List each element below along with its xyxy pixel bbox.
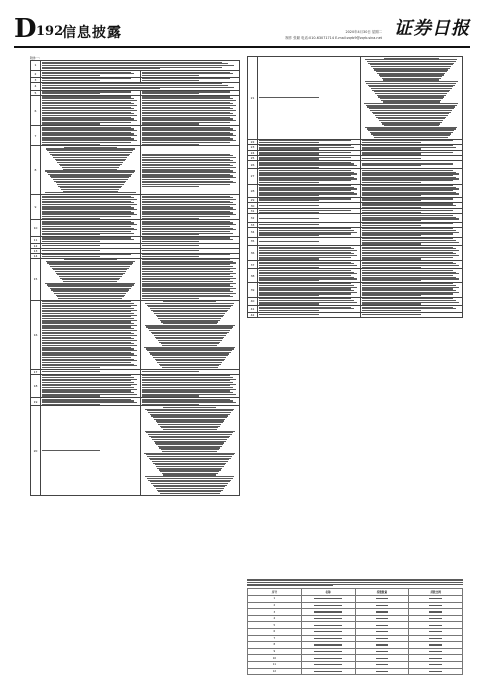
text-line [42,250,100,251]
table-cell: 1 [248,596,302,603]
table-row [248,602,463,609]
table-row [31,220,240,237]
revised-text-cell [360,261,463,269]
revised-text-cell [140,146,240,195]
table-cell [301,602,355,609]
row-number: 11 [31,236,41,243]
table-cell: 8 [248,642,302,649]
table-cell [355,629,409,636]
original-text-cell [258,57,361,140]
text-line [362,158,422,159]
table-row [31,374,240,397]
table-row [248,655,463,662]
text-line [362,303,422,304]
row-number: 24 [248,151,258,156]
original-text-cell [41,146,141,195]
column-header: 序号 [248,589,302,596]
table-row [248,169,463,184]
original-text-cell [258,261,361,269]
text-line [362,195,422,196]
row-number: 29 [248,197,258,202]
row-number: 3 [31,77,41,82]
text-line [259,205,319,206]
text-line [42,80,100,81]
column-header: 名称 [301,589,355,596]
text-line [259,310,319,311]
table-cell [355,609,409,616]
table-row [248,282,463,297]
text-line [259,200,319,201]
row-number: 23 [248,144,258,151]
table-cell [301,648,355,655]
table-cell [355,622,409,629]
original-text-cell [258,144,361,151]
revised-text-cell [360,306,463,313]
text-line [259,235,319,236]
original-text-cell [41,398,141,406]
column-header: 持股数量 [355,589,409,596]
text-line [42,450,100,451]
revised-text-cell [360,214,463,222]
table-cell [301,596,355,603]
row-number: 17 [31,369,41,374]
notes-text [247,579,463,587]
text-line [259,218,319,219]
table-row [248,269,463,282]
table-row [248,668,463,675]
text-line [42,144,100,145]
text-line [45,192,136,193]
original-text-cell [258,184,361,197]
text-line [362,267,422,268]
row-number: 6 [31,95,41,125]
revised-text-cell [140,126,240,146]
text-line [142,123,200,124]
table-row [248,184,463,197]
text-line [42,123,100,124]
table-cell [355,668,409,675]
row-number: 31 [248,209,258,214]
table-cell [355,648,409,655]
row-number: 20 [31,406,41,495]
text-line [259,241,319,242]
original-text-cell [258,297,361,305]
revised-text-cell [360,246,463,261]
text-line [362,295,422,296]
revised-text-cell [360,237,463,245]
header-rule [14,46,470,48]
page-header [14,14,470,46]
table-cell [409,622,463,629]
text-line [162,367,218,368]
original-text-cell [41,258,141,300]
row-number: 35 [248,237,258,245]
text-line [42,241,100,242]
table-cell [355,655,409,662]
revised-text-cell [140,220,240,237]
row-number: 37 [248,261,258,269]
row-number: 36 [248,246,258,261]
row-number: 40 [248,297,258,305]
revised-text-cell [360,202,463,209]
text-line [142,218,200,219]
original-text-cell [41,70,141,77]
text-line [142,250,200,251]
table-row [31,258,240,300]
revised-text-cell [360,297,463,305]
table-cell [355,596,409,603]
original-text-cell [41,61,240,71]
table-row [31,300,240,369]
text-line [362,258,422,259]
disclosure-table-left [30,60,240,496]
text-line [42,75,100,76]
original-text-cell [258,269,361,282]
revised-text-cell [140,300,240,369]
table-row [248,261,463,269]
original-text-cell [41,82,240,90]
row-number: 30 [248,202,258,209]
text-line [362,165,422,166]
table-cell [301,668,355,675]
original-text-cell [41,126,141,146]
table-cell: 9 [248,648,302,655]
text-line [362,153,422,154]
revised-text-cell [360,312,463,317]
revised-text-cell [140,258,240,300]
table-row [31,406,240,495]
page-letter: D [14,14,37,44]
text-line [362,243,422,244]
text-line [142,144,200,145]
row-number: 22 [248,139,258,144]
text-line [374,137,448,138]
revised-text-cell [140,406,240,495]
row-number: 26 [248,161,258,169]
table-cell: 6 [248,629,302,636]
note-line [247,585,333,586]
table-header-row [248,589,463,596]
row-number: 2 [31,70,41,77]
text-line [362,182,422,183]
left-column [30,56,240,496]
text-line [259,224,319,225]
column-header: 持股比例 [409,589,463,596]
text-line [362,200,422,201]
text-line [362,235,422,236]
row-number: 39 [248,282,258,297]
revised-text-cell [360,161,463,169]
table-cell [301,629,355,636]
text-line [142,395,200,396]
table-row [248,246,463,261]
text-line [362,225,422,226]
table-cell: 11 [248,661,302,668]
text-line [259,314,319,315]
table-row [248,622,463,629]
row-number: 18 [31,374,41,397]
table-cell: 3 [248,609,302,616]
text-line [362,314,422,315]
text-line [42,93,100,94]
table-row [31,146,240,195]
table-row [31,95,240,125]
row-number: 25 [248,156,258,161]
row-number: 7 [31,126,41,146]
text-line [362,142,422,143]
row-number: 13 [31,248,41,253]
revised-text-cell [140,195,240,220]
table-row [31,126,240,146]
table-row [31,236,240,243]
table-cell [409,615,463,622]
text-line [259,258,319,259]
text-line [259,303,319,304]
text-line [142,298,200,299]
text-line [142,371,200,372]
row-number: 28 [248,184,258,197]
text-line [142,93,200,94]
table-cell [355,661,409,668]
row-number: 16 [31,300,41,369]
row-number: 27 [248,169,258,184]
table-cell: 12 [248,668,302,675]
original-text-cell [258,214,361,222]
revised-text-cell [140,374,240,397]
table-cell: 7 [248,635,302,642]
row-number: 5 [31,90,41,95]
text-line [42,68,160,69]
text-line [142,256,200,257]
table-row [248,161,463,169]
table-row [248,642,463,649]
table-row [248,144,463,151]
table-cell: 5 [248,622,302,629]
original-text-cell [258,202,361,209]
text-line [42,256,100,257]
table-cell [301,655,355,662]
table-cell: 4 [248,615,302,622]
text-line [362,220,422,221]
original-text-cell [258,161,361,169]
text-line [142,234,200,235]
table-row [248,609,463,616]
text-line [42,404,100,405]
editor-contact: 制作 张颖 电话:010-63071714 E-mail:zqrb9@zqrb.sina.net [285,36,382,40]
row-number: 33 [248,222,258,227]
revised-text-cell [360,184,463,197]
table-row [248,648,463,655]
row-number: 15 [31,258,41,300]
row-number: 41 [248,306,258,313]
table-cell [409,635,463,642]
text-line [259,167,319,168]
table-cell [409,609,463,616]
text-line [58,298,122,299]
table-row [248,57,463,140]
text-line [42,371,100,372]
table-cell [409,596,463,603]
revised-text-cell [360,282,463,297]
table-cell [301,622,355,629]
shareholder-table [247,588,463,675]
table-row [31,82,240,90]
original-text-cell [41,95,141,125]
revised-text-cell [140,70,240,77]
row-number: 32 [248,214,258,222]
notes-section [247,578,463,675]
revised-text-cell [140,398,240,406]
table-row [248,596,463,603]
revised-text-cell [360,169,463,184]
original-text-cell [258,306,361,313]
text-line [42,245,100,246]
row-number: 34 [248,227,258,237]
text-line [362,212,422,213]
right-column [247,56,463,318]
row-number: 19 [31,398,41,406]
table-row [248,214,463,222]
table-cell [301,661,355,668]
revised-text-cell [360,57,463,140]
section-title: 信息披露 [62,25,122,41]
text-line [259,153,319,154]
disclosure-table-right [247,56,463,318]
revised-text-cell [360,269,463,282]
table-cell [301,615,355,622]
row-number: 4 [31,82,41,90]
table-cell [301,642,355,649]
revised-text-cell [140,236,240,243]
table-row [31,398,240,406]
text-line [142,245,200,246]
table-cell: 10 [248,655,302,662]
revised-text-cell [360,227,463,237]
text-line [142,75,200,76]
text-line [259,148,319,149]
original-text-cell [258,227,361,237]
text-line [259,142,319,143]
original-text-cell [258,246,361,261]
table-row [248,615,463,622]
page-number: 192 [36,24,64,39]
table-cell [301,635,355,642]
text-line [362,148,422,149]
table-row [248,661,463,668]
text-line [142,80,200,81]
text-line [259,295,319,296]
table-cell [409,648,463,655]
text-line [259,182,319,183]
text-line [42,395,100,396]
table-row [248,237,463,245]
row-number: 1 [31,61,41,71]
row-number: 10 [31,220,41,237]
table-row [248,629,463,636]
table-caption: 附件一： [30,56,43,60]
table-cell [409,655,463,662]
issue-date: 2020年4月30日 星期二 [345,30,382,34]
revised-text-cell [140,95,240,125]
row-number: 9 [31,195,41,220]
text-line [160,493,220,494]
text-line [259,212,319,213]
text-line [362,310,422,311]
text-line [142,186,200,187]
table-cell [409,629,463,636]
original-text-cell [41,236,141,243]
row-number: 14 [31,253,41,258]
text-line [142,404,200,405]
text-line [42,88,160,89]
table-row [248,312,463,317]
text-line [259,267,319,268]
newspaper-logo: 证券日报 [394,18,470,39]
table-row [31,195,240,220]
row-number: 38 [248,269,258,282]
table-cell [355,642,409,649]
original-text-cell [258,169,361,184]
table-cell [355,615,409,622]
text-line [362,207,422,208]
row-number: 12 [31,243,41,248]
row-number: 42 [248,312,258,317]
original-text-cell [41,300,141,369]
original-text-cell [41,374,141,397]
original-text-cell [258,237,361,245]
text-line [259,158,319,159]
text-line [259,195,319,196]
row-number: 21 [248,57,258,140]
row-number: 8 [31,146,41,195]
table-row [248,297,463,305]
table-row [248,635,463,642]
original-text-cell [258,282,361,297]
original-text-cell [41,220,141,237]
text-line [142,241,200,242]
table-cell [409,602,463,609]
table-row [31,70,240,77]
table-cell [409,661,463,668]
table-row [31,61,240,71]
table-cell [355,635,409,642]
text-line [362,280,422,281]
text-line [42,218,100,219]
table-row [248,202,463,209]
original-text-cell [258,312,361,317]
table-cell: 2 [248,602,302,609]
table-cell [409,668,463,675]
table-cell [355,602,409,609]
table-cell [301,609,355,616]
table-row [248,227,463,237]
original-text-cell [41,195,141,220]
revised-text-cell [360,144,463,151]
text-line [259,97,319,98]
table-cell [409,642,463,649]
text-line [259,280,319,281]
text-line [42,234,100,235]
text-line [42,367,100,368]
original-text-cell [41,406,141,495]
table-row [248,306,463,313]
